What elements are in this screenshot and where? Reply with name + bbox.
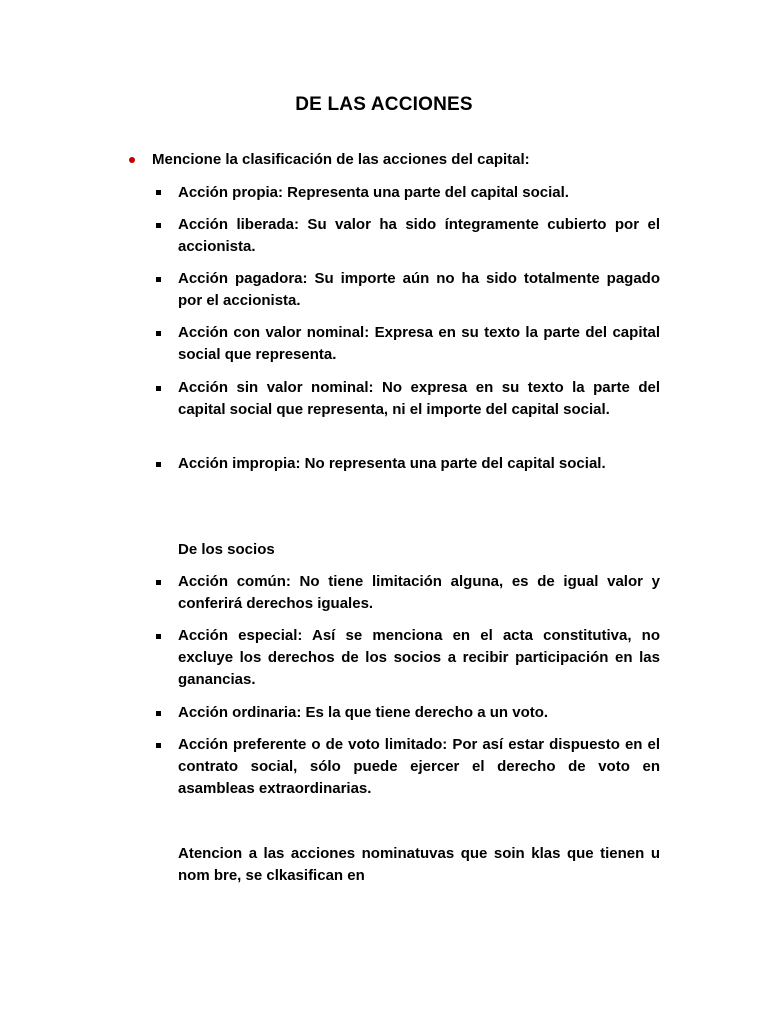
list-item: Acción ordinaria: Es la que tiene derecho a un voto.: [178, 704, 549, 721]
list-item: Acción sin valor nominal: No expresa en su texto la parte del capital social que representa, ni el importe del capital social.: [178, 379, 660, 418]
question-text: Mencione la clasificación de las acciones del capital:: [152, 151, 530, 168]
page-title: DE LAS ACCIONES: [295, 94, 473, 115]
square-bullet-icon: [156, 386, 161, 391]
closing-note: Atencion a las acciones nominatuvas que soin klas que tienen u nom bre, se clkasifican en: [178, 845, 660, 884]
square-bullet-icon: [156, 223, 161, 228]
list-item: Acción pagadora: Su importe aún no ha sido totalmente pagado por el accionista.: [178, 270, 660, 309]
square-bullet-icon: [156, 331, 161, 336]
list-item: Acción propia: Representa una parte del capital social.: [178, 184, 569, 201]
square-bullet-icon: [156, 277, 161, 282]
square-bullet-icon: [156, 743, 161, 748]
list-item: Acción preferente o de voto limitado: Por así estar dispuesto en el contrato social, sólo puede ejercer el derecho de voto en asambleas extraordinarias.: [178, 736, 660, 797]
square-bullet-icon: [156, 580, 161, 585]
bullet-dot-icon: [129, 157, 135, 163]
list-item: Acción con valor nominal: Expresa en su texto la parte del capital social que representa.: [178, 324, 660, 363]
section-heading: De los socios: [178, 541, 275, 558]
list-item: Acción común: No tiene limitación alguna, es de igual valor y conferirá derechos iguales.: [178, 573, 660, 612]
list-item: Acción liberada: Su valor ha sido íntegramente cubierto por el accionista.: [178, 216, 660, 255]
square-bullet-icon: [156, 190, 161, 195]
square-bullet-icon: [156, 462, 161, 467]
list-item: Acción impropia: No representa una parte del capital social.: [178, 455, 606, 472]
square-bullet-icon: [156, 711, 161, 716]
list-item: Acción especial: Así se menciona en el acta constitutiva, no excluye los derechos de los socios a recibir participación en las ganancias.: [178, 627, 660, 688]
square-bullet-icon: [156, 634, 161, 639]
